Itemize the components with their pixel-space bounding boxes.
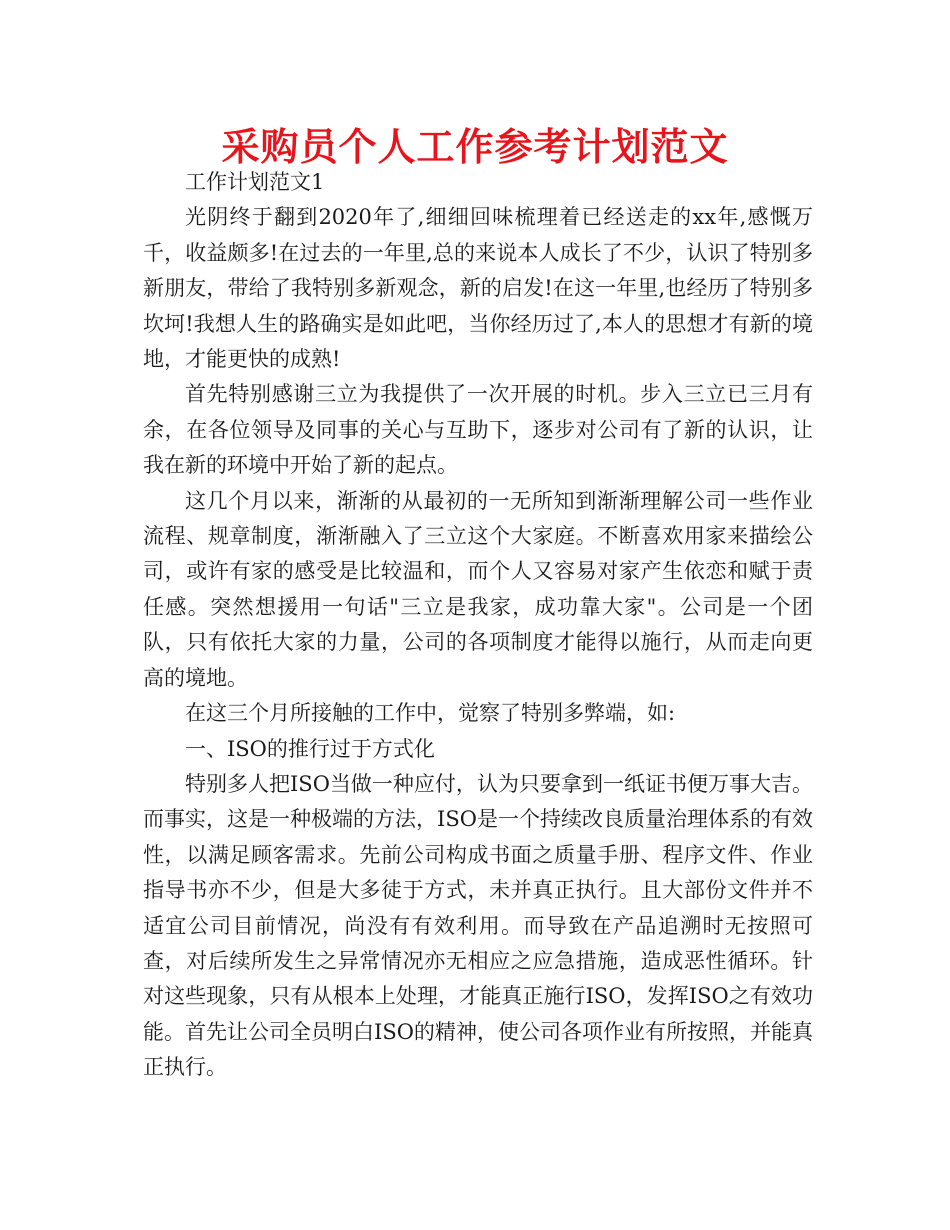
paragraph-heading-plan-1: 工作计划范文1 <box>185 170 325 194</box>
paragraph-thanks: 首先特别感谢三立为我提供了一次开展的时机。步入三立已三月有余，在各位领导及同事的关心与互助下，逐步对公司有了新的认识，让我在新的环境中开始了新的起点。 <box>143 382 813 478</box>
paragraph-problems-intro: 在这三个月所接触的工作中，觉察了特别多弊端，如: <box>185 701 676 726</box>
paragraph-intro: 光阴终于翻到2020年了,细细回味梳理着已经送走的xx年,感慨万千，收益颇多!在过去的一年里,总的来说本人成长了不少，认识了特别多新朋友，带给了我特别多新观念，新的启发!在这一年里,也经历了特别多坎坷!我想人生的路确实是如此吧，当你经历过了,本人的思想才有新的境地，才能更快的成熟! <box>143 205 813 372</box>
paragraph-section-heading-iso: 一、ISO的推行过于方式化 <box>185 736 435 761</box>
paragraph-iso-detail: 特别多人把ISO当做一种应付，认为只要拿到一纸证书便万事大吉。而事实，这是一种极端的方法，ISO是一个持续改良质量治理体系的有效性，以满足顾客需求。先前公司构成书面之质量手册、程序文件、作业指导书亦不少，但是大多徒于方式，未并真正执行。且大部份文件并不适宜公司目前情况，尚没有有效利用。而导致在产品追溯时无按照可查，对后续所发生之异常情况亦无相应之应急措施，造成恶性循环。针对这些现象，只有从根本上处理，才能真正施行ISO，发挥ISO之有效功能。首先让公司全员明白ISO的精神，使公司各项作业有所按照，并能真正执行。 <box>143 771 813 1080</box>
document-body <box>143 165 813 1086</box>
document-title: 采购员个人工作参考计划范文 <box>221 125 729 169</box>
paragraph-months: 这几个月以来，渐渐的从最初的一无所知到渐渐理解公司一些作业流程、规章制度，渐渐融入了三立这个大家庭。不断喜欢用家来描绘公司，或许有家的感受是比较温和，而个人又容易对家产生依恋和赋于责任感。突然想援用一句话"三立是我家，成功靠大家"。公司是一个团队，只有依托大家的力量，公司的各项制度才能得以施行，从而走向更高的境地。 <box>143 488 813 690</box>
